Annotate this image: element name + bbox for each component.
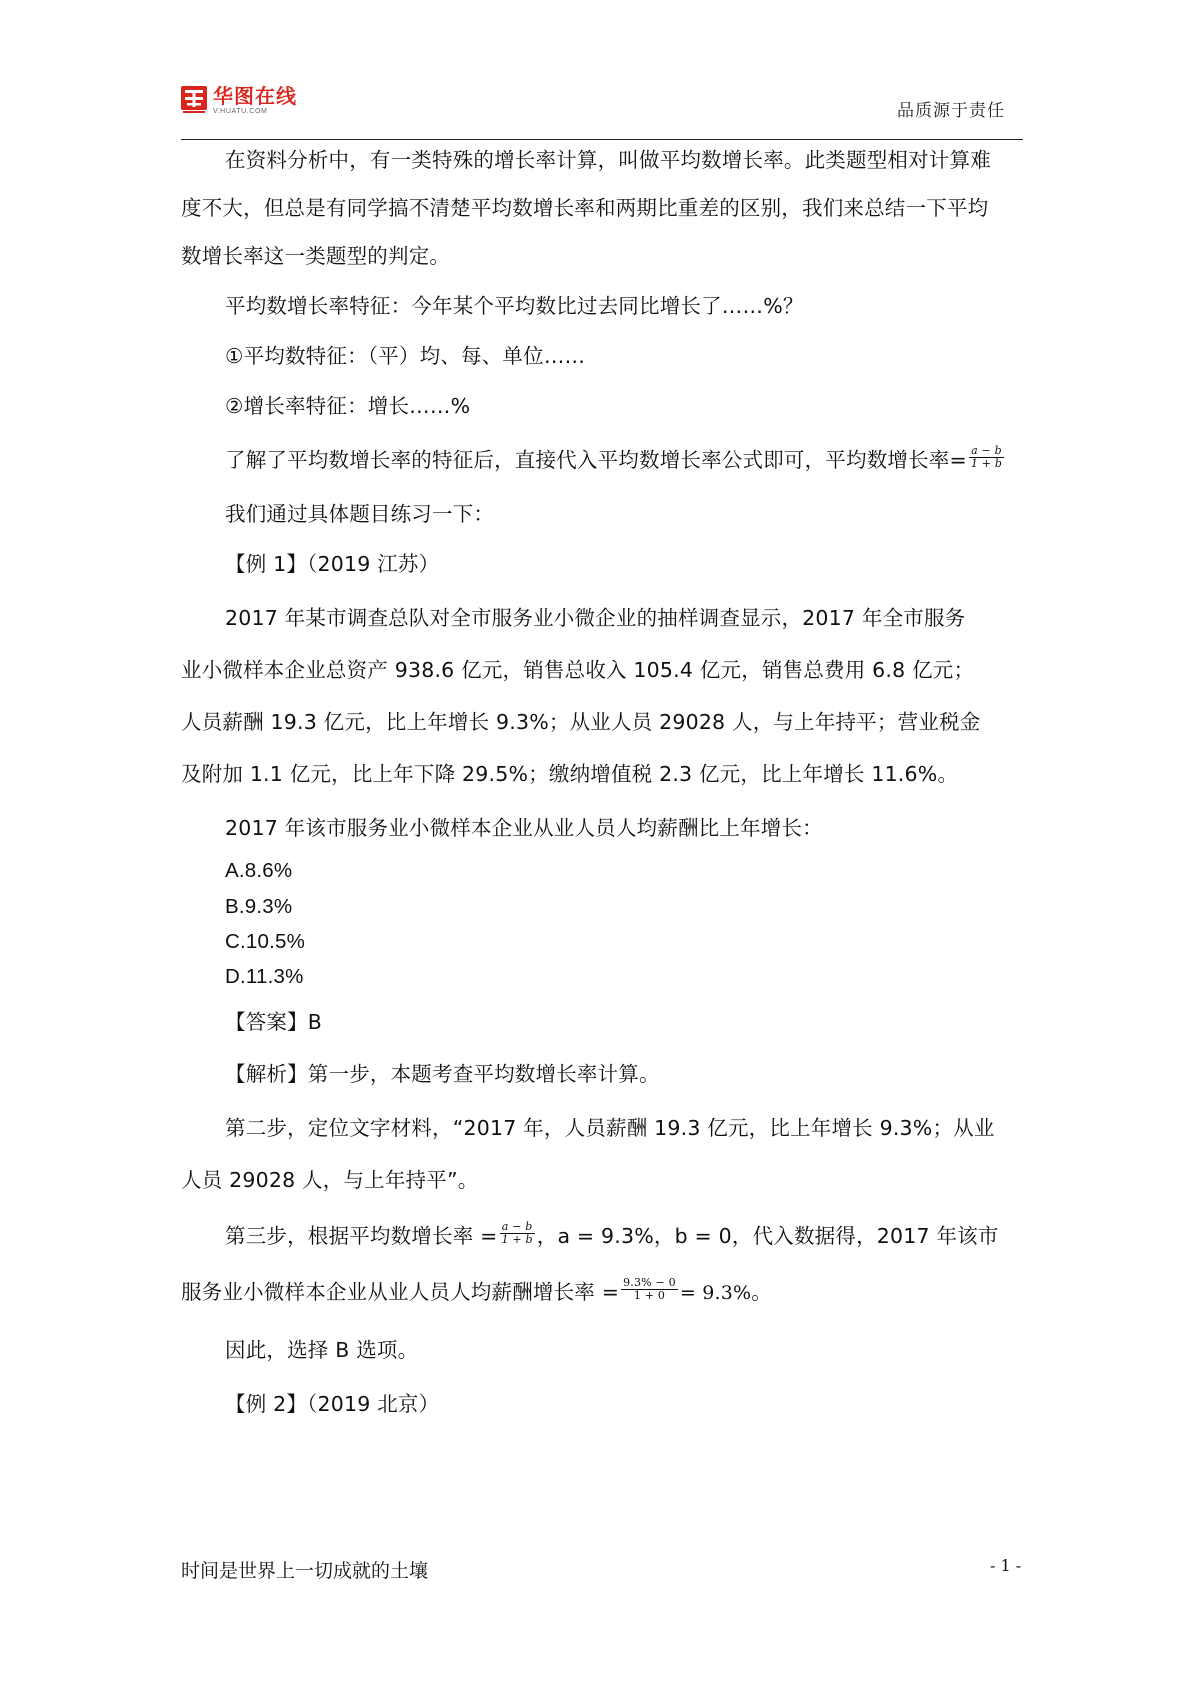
answer: 【答案】B: [225, 1010, 323, 1034]
feature-heading: 平均数增长率特征：今年某个平均数比过去同比增长了……%？: [225, 294, 804, 318]
intro-line-2: 度不大，但总是有同学搞不清楚平均数增长率和两期比重差的区别，我们来总结一下平均: [181, 196, 989, 220]
logo-domain: V.HUATU.COM: [213, 107, 268, 115]
step-3b-pre: 服务业小微样本企业从业人员人均薪酬增长率 =: [181, 1280, 620, 1304]
option-d: D.11.3%: [225, 965, 304, 988]
analysis-step-2-line-1: 第二步，定位文字材料，“2017 年，人员薪酬 19.3 亿元，比上年增长 9.3%；从业: [225, 1116, 995, 1140]
example-1-text-2: 业小微样本企业总资产 938.6 亿元，销售总收入 105.4 亿元，销售总费用 6.8 亿元；: [181, 658, 975, 682]
formula-fraction: [969, 445, 1004, 469]
step-3-numerator: a − b: [500, 1221, 535, 1234]
calc-fraction: [621, 1277, 678, 1301]
feature-item-1: ①平均数特征：（平）均、每、单位……: [225, 344, 586, 368]
conclusion: 因此，选择 B 选项。: [225, 1338, 419, 1362]
formula-numerator: a − b: [969, 445, 1004, 458]
analysis-step-2-line-2: 人员 29028 人，与上年持平”。: [181, 1168, 479, 1192]
huatu-logo-icon: [181, 86, 207, 114]
step-3-pre: 第三步，根据平均数增长率 =: [225, 1224, 498, 1248]
analysis-step-3-line-1: [225, 1219, 999, 1249]
option-b: B.9.3%: [225, 895, 293, 918]
formula-denominator: 1 + b: [970, 456, 1003, 470]
option-a: A.8.6%: [225, 859, 293, 882]
logo-name: 华图在线: [213, 83, 297, 108]
page-number: - 1 -: [990, 1556, 1022, 1575]
calc-numerator: 9.3% − 0: [623, 1275, 676, 1289]
intro-line-3: 数增长率这一类题型的判定。: [181, 244, 451, 268]
analysis-step-3-line-2: [181, 1275, 772, 1305]
example-1-text-4: 及附加 1.1 亿元，比上年下降 29.5%；缴纳增值税 2.3 亿元，比上年增长 11.6%。: [181, 762, 959, 786]
example-1-text-1: 2017 年某市调查总队对全市服务业小微企业的抽样调查显示，2017 年全市服务: [225, 606, 966, 630]
calc-result: = 9.3%: [679, 1282, 752, 1304]
page-header: [181, 84, 1023, 140]
huatu-logo: [181, 84, 297, 116]
calc-end: 。: [751, 1280, 772, 1304]
option-c: C.10.5%: [225, 930, 306, 953]
header-divider: [181, 139, 1023, 140]
formula-line: [225, 443, 1006, 473]
analysis-step-1: 【解析】第一步，本题考查平均数增长率计算。: [225, 1062, 660, 1086]
step-3-fraction: [500, 1221, 535, 1245]
formula-text: 了解了平均数增长率的特征后，直接代入平均数增长率公式即可，平均数增长率=: [225, 448, 967, 472]
step-3-post: ，a = 9.3%，b = 0，代入数据得，2017 年该市: [536, 1224, 999, 1248]
feature-item-2: ②增长率特征：增长……%: [225, 394, 471, 418]
intro-line-1: 在资料分析中，有一类特殊的增长率计算，叫做平均数增长率。此类题型相对计算难: [225, 148, 991, 172]
footer-motto: 时间是世界上一切成就的土壤: [181, 1560, 429, 1582]
example-2-title: 【例 2】（2019 北京）: [225, 1392, 440, 1416]
calc-denominator: 1 + 0: [633, 1288, 666, 1302]
example-1-title: 【例 1】（2019 江苏）: [225, 552, 440, 576]
step-3-denominator: 1 + b: [501, 1232, 533, 1246]
example-1-text-3: 人员薪酬 19.3 亿元，比上年增长 9.3%；从业人员 29028 人，与上年持平；营业税金: [181, 710, 981, 734]
header-tagline: 品质源于责任: [897, 101, 1005, 121]
example-1-question: 2017 年该市服务业小微样本企业从业人员人均薪酬比上年增长：: [225, 816, 823, 840]
practice-intro: 我们通过具体题目练习一下：: [225, 502, 495, 526]
